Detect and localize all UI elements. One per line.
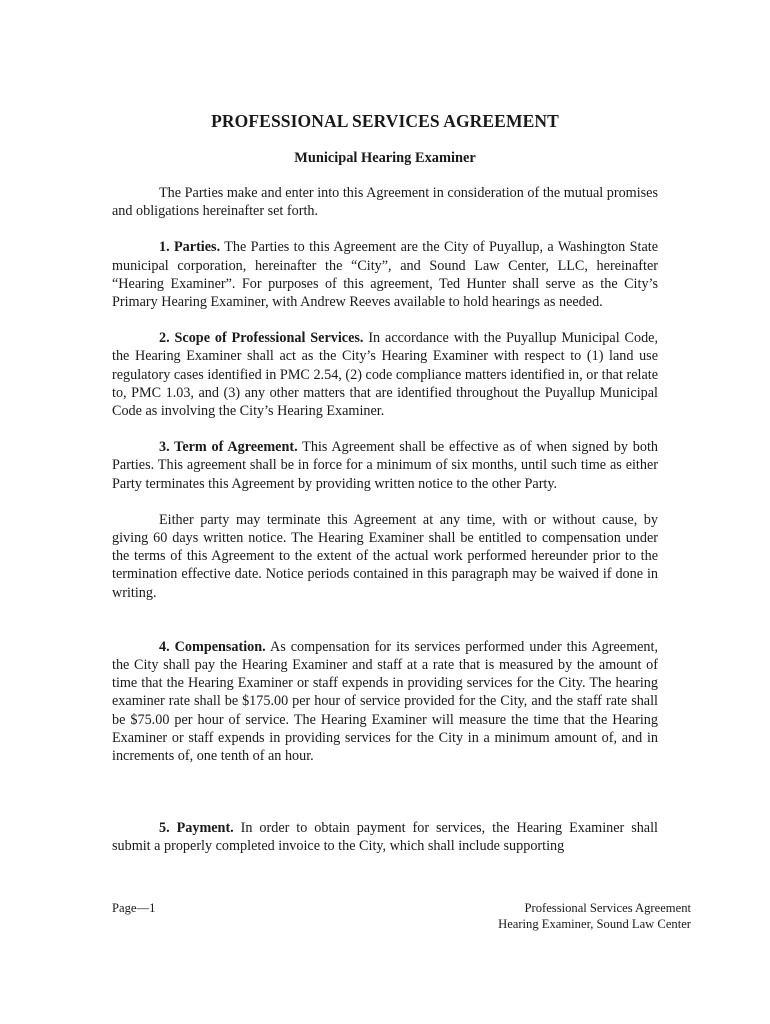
section-termination (112, 511, 658, 602)
section-heading: 3. Term of Agreement. (159, 439, 298, 456)
section-text: The Parties to this Agreement are the City of Puyallup, a Washington State municipal corporation, hereinafter the “City”, and Sound Law Center, LLC, hereinafter “Hearing Examiner”. For purposes of this agreement, Ted Hunter shall serve as the City’s Primary Hearing Examiner, with Andrew Reeves available to hold hearings as needed. (112, 239, 658, 311)
footer-line-1: Professional Services Agreement (524, 901, 691, 915)
intro-paragraph: The Parties make and enter into this Agreement in consideration of the mutual promises and obligations hereinafter set forth. (112, 185, 658, 220)
document-title: PROFESSIONAL SERVICES AGREEMENT (211, 111, 559, 131)
section-text: In accordance with the Puyallup Municipal Code, the Hearing Examiner shall act as the City’s Hearing Examiner with respect to (1) land use regulatory cases identified in PMC 2.54, (2) code compliance matters identified in, or that relate to, PMC 1.03, and (3) any other matters that are identified throughout the Puyallup Municipal Code as involving the City’s Hearing Examiner. (112, 330, 659, 420)
section-heading: 2. Scope of Professional Services. (159, 330, 364, 347)
section-text: This Agreement shall be effective as of when signed by both Parties. This agreement shall be in force for a minimum of six months, until such time as either Party terminates this Agreement by providing written notice to the other Party. (112, 439, 658, 492)
section-term (112, 438, 658, 493)
page-number: Page—1 (112, 901, 156, 915)
section-parties (112, 238, 658, 311)
section-heading: 5. Payment. (159, 820, 234, 837)
section-text: In order to obtain payment for services, the Hearing Examiner shall submit a properly completed invoice to the City, which shall include supporting (112, 820, 658, 855)
document-body (112, 110, 658, 856)
section-scope (112, 329, 658, 420)
section-text: As compensation for its services performed under this Agreement, the City shall pay the Hearing Examiner and staff at a rate that is measured by the amount of time that the Hearing Examiner or staff expends in providing services for the City. The hearing examiner rate shall be $175.00 per hour of service provided for the City, and the staff rate shall be $75.00 per hour of service. The Hearing Examiner will measure the time that the Hearing Examiner or staff expends in providing services for the City in a minimum amount of, and in increments of, one tenth of an hour. (112, 638, 658, 765)
footer-line-2: Hearing Examiner, Sound Law Center (498, 917, 691, 931)
section-text: Either party may terminate this Agreement at any time, with or without cause, by giving 60 days written notice. The Hearing Examiner shall be entitled to compensation under the terms of this Agreement to the extent of the actual work performed hereunder prior to the termination effective date. Notice periods contained in this paragraph may be waived if done in writing. (112, 511, 658, 601)
document-subtitle: Municipal Hearing Examiner (294, 150, 476, 166)
section-heading: 1. Parties. (159, 239, 221, 256)
section-payment (112, 819, 658, 855)
footer-document-info (498, 900, 691, 932)
section-compensation (112, 638, 658, 765)
section-heading: 4. Compensation. (159, 638, 266, 655)
